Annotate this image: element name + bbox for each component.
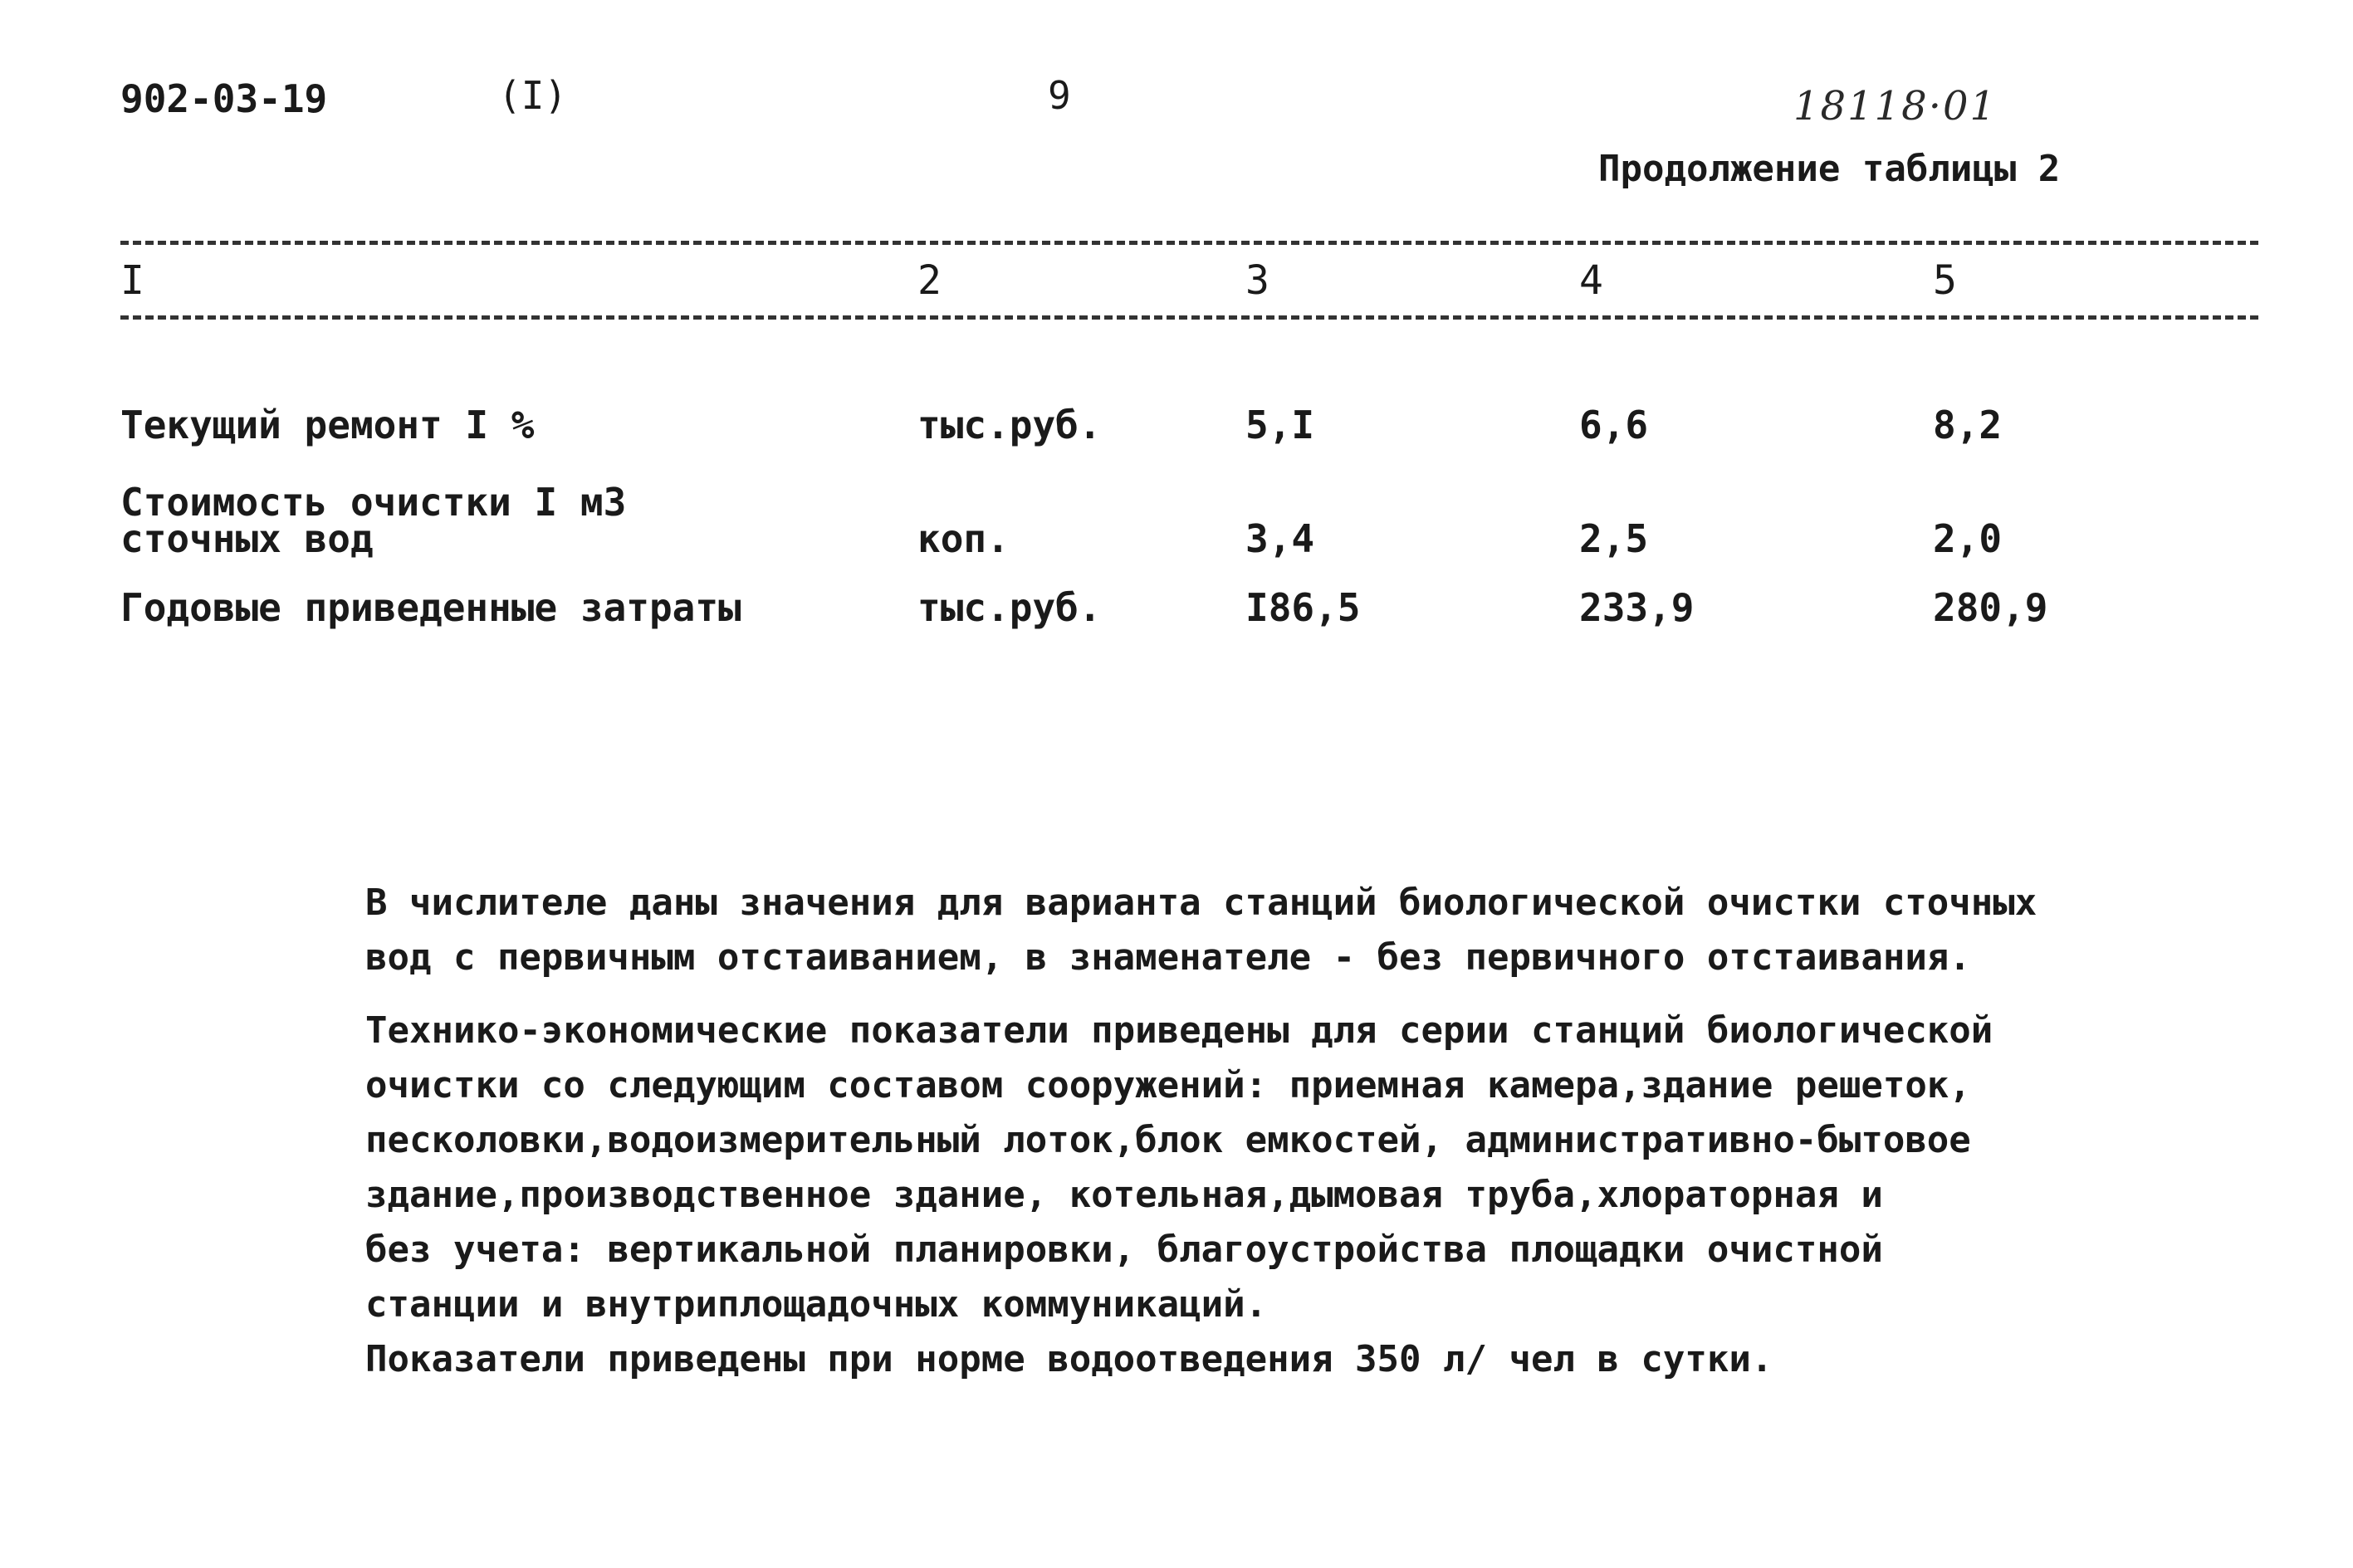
handwritten-stamp-number: 18118·01 xyxy=(1793,83,1998,129)
note-line: без учета: вертикальной планировки, благоустройства площадки очистной xyxy=(365,1229,1883,1271)
row-label-treatment-cost-line2: сточных вод xyxy=(120,516,374,561)
note-line: песколовки,водоизмерительный лоток,блок емкостей, административно-бытовое xyxy=(365,1119,1971,1161)
note-line: В числителе даны значения для варианта станций биологической очистки сточных xyxy=(365,882,2037,924)
row-value-current-repair-col3: 5,I xyxy=(1245,403,1315,447)
column-header-4: 4 xyxy=(1579,257,1603,304)
row-value-treatment-cost-col5: 2,0 xyxy=(1933,516,2003,561)
row-value-current-repair-col4: 6,6 xyxy=(1579,403,1649,447)
row-value-annual-costs-col3: I86,5 xyxy=(1245,585,1361,630)
row-label-annual-costs: Годовые приведенные затраты xyxy=(120,585,741,630)
row-label-treatment-cost-line1: Стоимость очистки I м3 xyxy=(120,480,627,525)
page-number: 9 xyxy=(1048,73,1071,118)
row-label-current-repair: Текущий ремонт I % xyxy=(120,403,535,447)
note-line: вод с первичным отстаиванием, в знаменателе - без первичного отстаивания. xyxy=(365,936,1971,979)
table-header-rule xyxy=(120,315,2258,320)
note-line: здание,производственное здание, котельная,дымовая труба,хлораторная и xyxy=(365,1174,1883,1216)
note-line: Показатели приведены при норме водоотведения 350 л/ чел в сутки. xyxy=(365,1338,1773,1380)
row-value-annual-costs-col4: 233,9 xyxy=(1579,585,1695,630)
row-unit-annual-costs: тыс.руб. xyxy=(917,585,1102,630)
row-value-treatment-cost-col3: 3,4 xyxy=(1245,516,1315,561)
row-value-annual-costs-col5: 280,9 xyxy=(1933,585,2048,630)
note-line: станции и внутриплощадочных коммуникаций. xyxy=(365,1283,1268,1326)
column-header-2: 2 xyxy=(917,257,942,304)
note-line: Технико-экономические показатели приведены для серии станций биологической xyxy=(365,1009,1993,1052)
row-value-treatment-cost-col4: 2,5 xyxy=(1579,516,1649,561)
document-code: 902-03-19 xyxy=(120,76,328,121)
notes-block xyxy=(365,876,2175,1387)
table-continuation-title: Продолжение таблицы 2 xyxy=(1598,148,2061,190)
column-header-3: 3 xyxy=(1245,257,1269,304)
note-line: очистки со следующим составом сооружений: приемная камера,здание решеток, xyxy=(365,1064,1971,1106)
row-unit-treatment-cost: коп. xyxy=(917,516,1010,561)
document-variant: (I) xyxy=(498,73,568,118)
row-unit-current-repair: тыс.руб. xyxy=(917,403,1102,447)
table-top-rule xyxy=(120,241,2258,245)
paragraph-gap xyxy=(365,985,2175,1004)
column-header-1: I xyxy=(120,257,144,304)
row-value-current-repair-col5: 8,2 xyxy=(1933,403,2003,447)
column-header-5: 5 xyxy=(1933,257,1957,304)
